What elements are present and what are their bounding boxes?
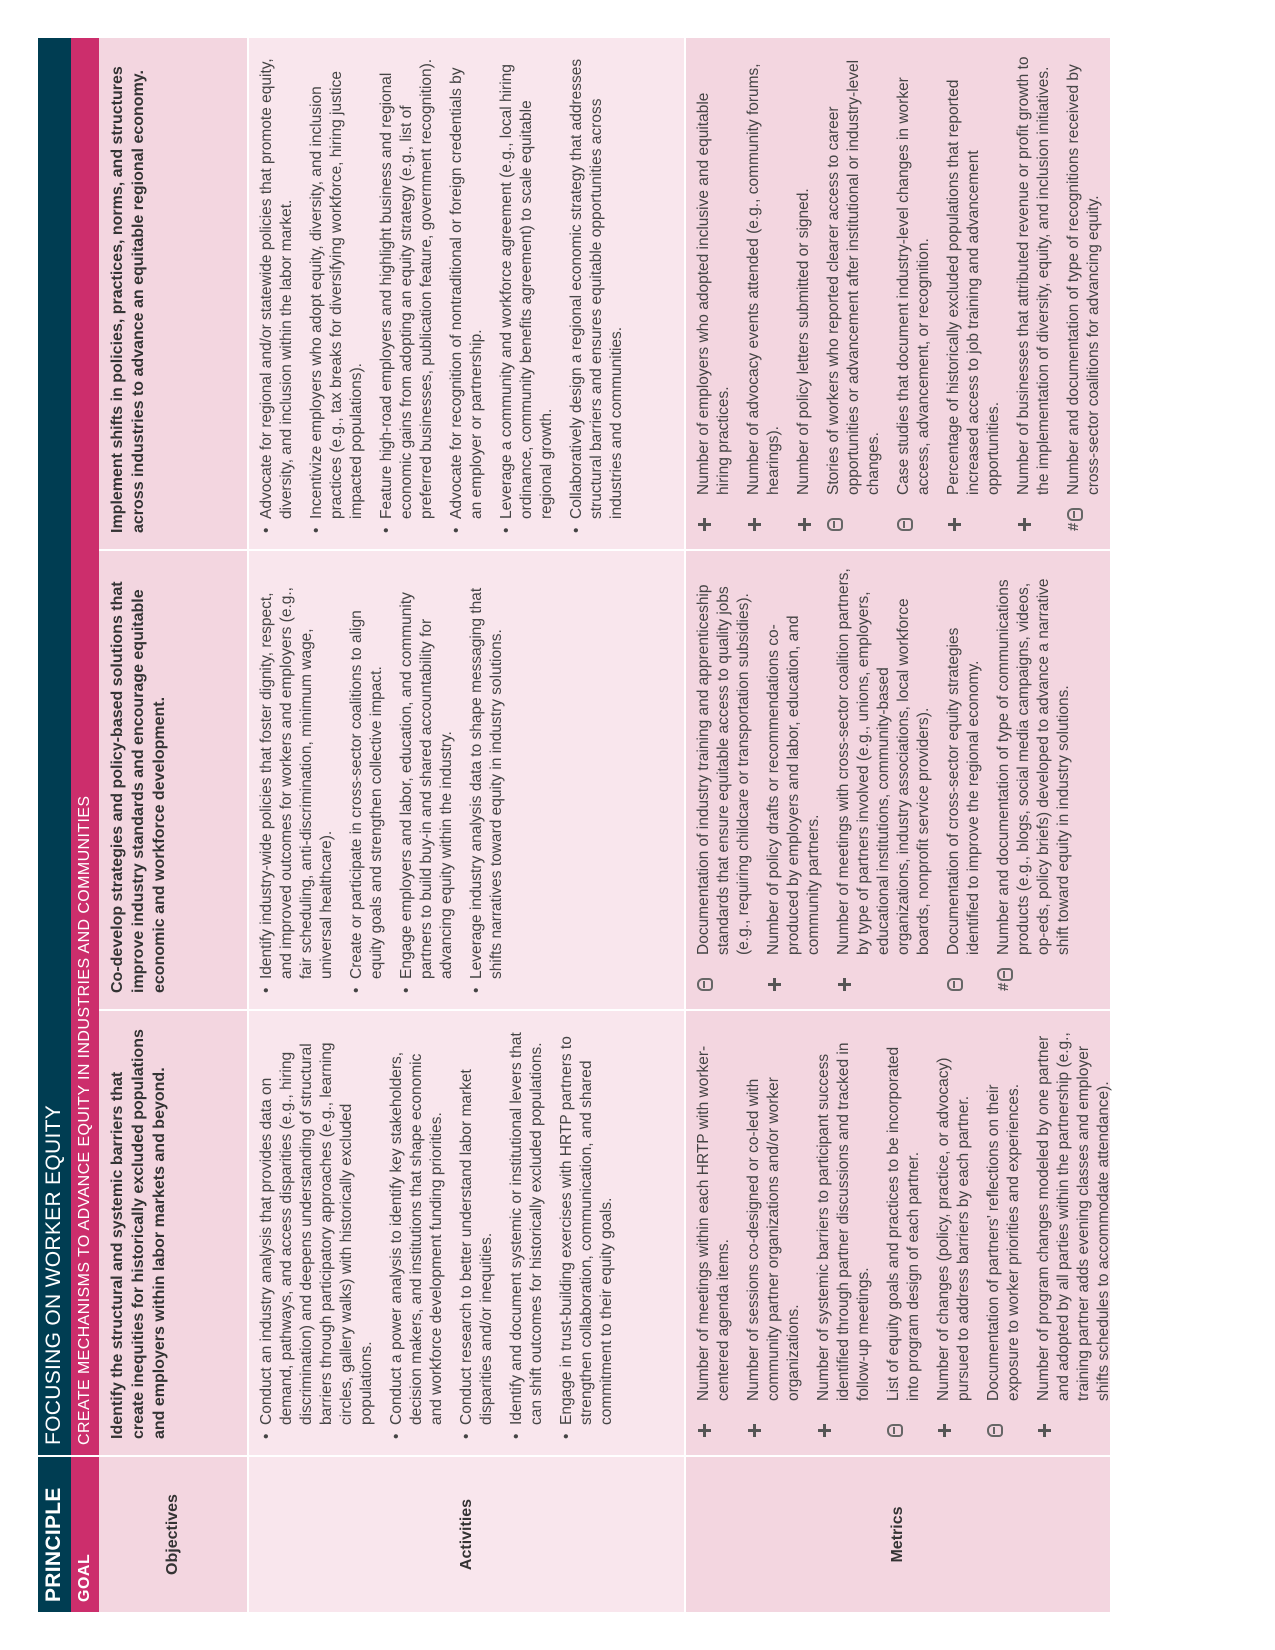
activity-item: • Conduct a power analysis to identify key stakeholders, decision makers, and institutions that shape economic and workforce development funding priorities. xyxy=(387,1027,447,1439)
metric-item xyxy=(984,1027,1024,1439)
activity-item: • Conduct research to better understand labor market disparities and/or inequities. xyxy=(457,1027,497,1439)
metric-item xyxy=(764,567,824,993)
lightbulb-icon xyxy=(694,955,754,993)
metric-item xyxy=(1034,1027,1114,1439)
metrics-list xyxy=(694,567,1074,993)
activities-list xyxy=(257,54,627,533)
activities-col-3 xyxy=(247,38,684,551)
metric-item xyxy=(694,567,754,993)
activity-item: • Feature high-road employers and highlight business and regional economic gains from adopting an equity strategy (e.g., list of preferred businesses, publication feature, government recognition). xyxy=(377,54,437,533)
activity-item: • Conduct an industry analysis that provides data on demand, pathways, and access disparities (e.g., hiring discrimination) and deepens understanding of structural barriers through participatory approaches (e.g., learning circles, gallery walks) with historically excluded populations. xyxy=(257,1027,377,1439)
metric-text: Number of businesses that attributed revenue or profit growth to the implementation of diversity, equity, and inclusion initiatives. xyxy=(1015,56,1052,495)
metrics-col-3 xyxy=(684,38,1110,551)
activities-row-label: Activities xyxy=(247,1457,684,1612)
hash-lightbulb-icon: # xyxy=(1064,495,1104,533)
metric-item xyxy=(794,54,814,533)
metric-text: Number of systemic barriers to participant success identified through partner discussions and tracked in follow-up meetings. xyxy=(815,1042,872,1401)
metric-text: Percentage of historically excluded populations that reported increased access to job training and advancement opportunities. xyxy=(945,79,1002,495)
metric-text: Documentation of cross-sector equity strategies identified to improve the regional economy. xyxy=(945,627,982,955)
objective-3: Implement shifts in policies, practices, norms, and structures across industries to advance an equitable regional economy. xyxy=(99,38,247,551)
metric-text: Documentation of partners’ reflections on their exposure to worker priorities and experiences. xyxy=(985,1083,1022,1401)
principle-value: FOCUSING ON WORKER EQUITY xyxy=(38,38,71,1457)
plus-icon xyxy=(944,495,1004,533)
plus-icon xyxy=(744,1401,804,1439)
metric-item xyxy=(1014,54,1054,533)
activity-item: • Collaboratively design a regional economic strategy that addresses structural barriers and ensures equitable opportunities across industries and communities. xyxy=(567,54,627,533)
metric-text: Number of sessions co-designed or co-led with community partner organizations and/or worker organizations. xyxy=(745,1077,802,1401)
plus-icon xyxy=(794,495,814,533)
activity-item: • Create or participate in cross-sector coalitions to align equity goals and strengthen collective impact. xyxy=(347,567,387,993)
objective-1: Identify the structural and systemic barriers that create inequities for historically excluded populations and employers within labor markets and beyond. xyxy=(99,1011,247,1457)
metric-text: Number of policy drafts or recommendations co-produced by employers and labor, education, and community partners. xyxy=(765,615,822,955)
metric-text: Number of changes (policy, practice, or advocacy) pursued to address barriers by each partner. xyxy=(935,1057,972,1401)
equity-table xyxy=(38,38,1110,1612)
activities-list xyxy=(257,567,507,993)
metric-text: Number of meetings within each HRTP with worker-centered agenda items. xyxy=(695,1045,732,1401)
metrics-list xyxy=(694,1027,1114,1439)
hash-lightbulb-icon: # xyxy=(994,955,1074,993)
metric-text: List of equity goals and practices to be incorporated into program design of each partner. xyxy=(885,1046,922,1401)
metrics-col-1 xyxy=(684,1011,1110,1457)
goal-label: GOAL xyxy=(76,1553,93,1602)
metric-item xyxy=(824,54,884,533)
metric-text: Number and documentation of type of communications products (e.g., blogs, social media campaigns, videos, op-eds, policy briefs) developed to advance a narrative shift toward equity in industry solutions. xyxy=(995,578,1072,955)
metric-item xyxy=(994,567,1074,993)
activity-item: • Identify industry-wide policies that foster dignity, respect, and improved outcomes for workers and employers (e.g., fair scheduling, anti-discrimination, minimum wage, universal healthcare). xyxy=(257,567,337,993)
activity-item: • Identify and document systemic or institutional levers that can shift outcomes for historically excluded populations. xyxy=(507,1027,547,1439)
metric-text: Number of meetings with cross-sector coalition partners, by type of partners involved (e.g., unions, employers, educational institutions, community-based organizations, industry associations, local workforce boards, nonprofit service providers). xyxy=(835,568,932,955)
activity-item: • Advocate for recognition of nontraditional or foreign credentials by an employer or partnership. xyxy=(447,54,487,533)
plus-icon xyxy=(1014,495,1054,533)
lightbulb-icon xyxy=(884,1401,924,1439)
metric-text: Number of program changes modeled by one partner and adopted by all parties within the partnership (e.g., training partner adds evening classes and employer shifts schedules to accommodate attendance). xyxy=(1035,1032,1112,1401)
objective-2: Co-develop strategies and policy-based solutions that improve industry standards and encourage equitable economic and workforce development. xyxy=(99,551,247,1011)
metric-text: Number of policy letters submitted or signed. xyxy=(795,188,812,495)
metric-text: Stories of workers who reported clearer access to career opportunities or advancement after institutional or industry-level changes. xyxy=(825,59,882,495)
principle-row xyxy=(38,38,71,1612)
activity-item: • Incentivize employers who adopt equity, diversity, and inclusion practices (e.g., tax breaks for diversifying workforce, hiring justice impacted populations). xyxy=(307,54,367,533)
metric-text: Documentation of industry training and apprenticeship standards that ensure equitable access to quality jobs (e.g., requiring childcare or transportation subsidies). xyxy=(695,584,752,955)
metric-item xyxy=(944,567,984,993)
activity-item: • Advocate for regional and/or statewide policies that promote equity, diversity, and inclusion within the labor market. xyxy=(257,54,297,533)
plus-icon xyxy=(834,955,934,993)
plus-icon xyxy=(814,1401,874,1439)
metric-text: Number and documentation of type of recognitions received by cross-sector coalitions for advancing equity. xyxy=(1065,64,1102,495)
metric-item xyxy=(694,1027,734,1439)
activity-item: • Engage in trust-building exercises with HRTP partners to strengthen collaboration, communication, and shared commitment to their equity goals. xyxy=(557,1027,617,1439)
metric-text: Number of employers who adopted inclusive and equitable hiring practices. xyxy=(695,92,732,495)
plus-icon xyxy=(764,955,824,993)
metric-item xyxy=(894,54,934,533)
principle-label: PRINCIPLE xyxy=(42,1487,65,1602)
activity-item: • Leverage industry analysis data to shape messaging that shifts narratives toward equity in industry solutions. xyxy=(467,567,507,993)
metric-item xyxy=(944,54,1004,533)
metrics-col-2 xyxy=(684,551,1110,1011)
lightbulb-icon xyxy=(824,495,884,533)
metric-item xyxy=(694,54,734,533)
metrics-row-label: Metrics xyxy=(684,1457,1110,1612)
metric-item xyxy=(834,567,934,993)
metric-text: Number of advocacy events attended (e.g., community forums, hearings). xyxy=(745,63,782,495)
lightbulb-icon xyxy=(894,495,934,533)
metrics-list xyxy=(694,54,1104,533)
metric-item xyxy=(1064,54,1104,533)
activity-item: • Leverage a community and workforce agreement (e.g., local hiring ordinance, community benefits agreement) to scale equitable regional growth. xyxy=(497,54,557,533)
metric-item xyxy=(744,54,784,533)
activities-list xyxy=(257,1027,617,1439)
metric-text: Case studies that document industry-level changes in worker access, advancement, or recognition. xyxy=(895,77,932,495)
metric-item xyxy=(934,1027,974,1439)
activity-item: • Engage employers and labor, education, and community partners to build buy-in and shared accountability for advancing equity within the industry. xyxy=(397,567,457,993)
activities-col-2 xyxy=(247,551,684,1011)
metric-item xyxy=(744,1027,804,1439)
objectives-row-label: Objectives xyxy=(99,1457,247,1612)
lightbulb-icon xyxy=(984,1401,1024,1439)
plus-icon xyxy=(1034,1401,1114,1439)
metric-item xyxy=(814,1027,874,1439)
goal-value: CREATE MECHANISMS TO ADVANCE EQUITY IN INDUSTRIES AND COMMUNITIES xyxy=(71,38,99,1457)
lightbulb-icon xyxy=(944,955,984,993)
plus-icon xyxy=(694,1401,734,1439)
plus-icon xyxy=(744,495,784,533)
plus-icon xyxy=(694,495,734,533)
activities-col-1 xyxy=(247,1011,684,1457)
metric-item xyxy=(884,1027,924,1439)
plus-icon xyxy=(934,1401,974,1439)
goal-row xyxy=(71,38,99,1612)
